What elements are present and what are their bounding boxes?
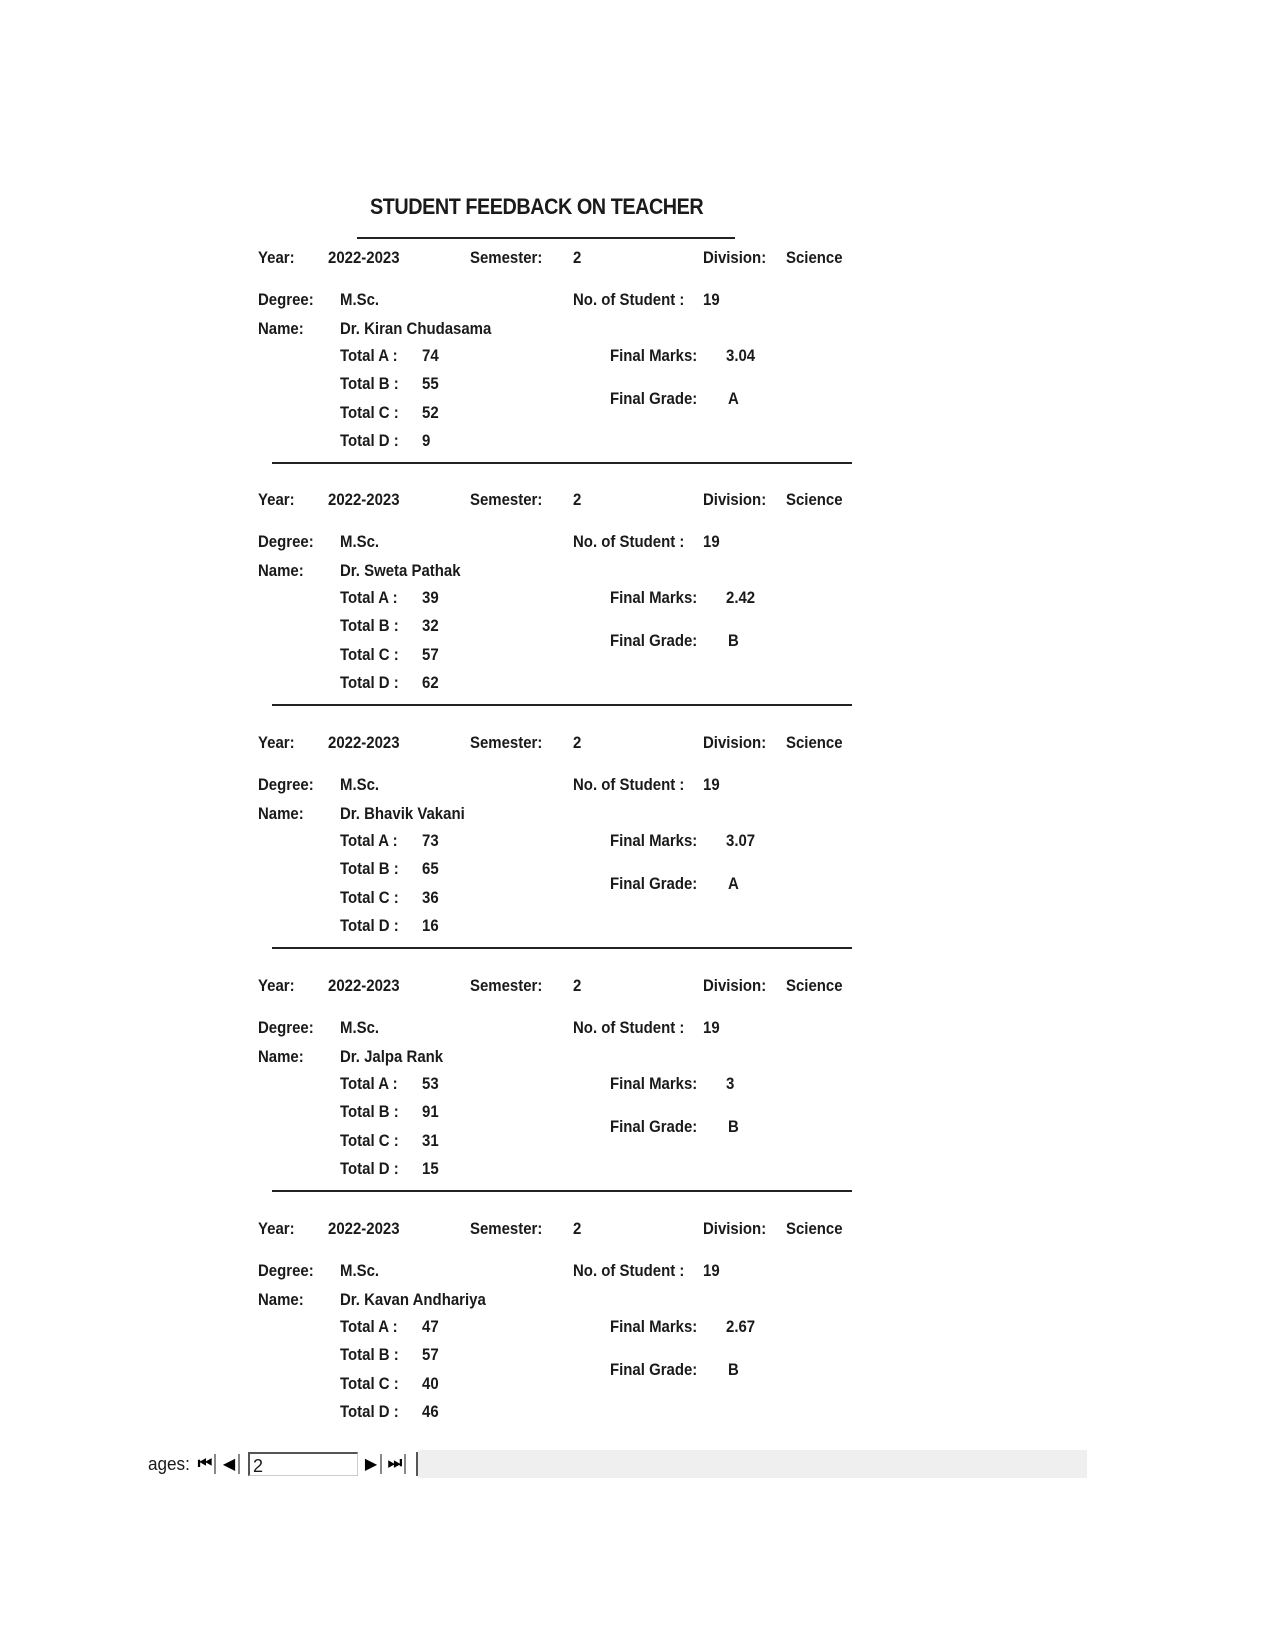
total-d-label: Total D : [340,673,399,692]
students-label: No. of Student : [573,532,685,551]
total-c-value: 52 [422,403,439,422]
final-grade-value: B [728,1360,739,1379]
teacher-feedback-record [0,1211,1275,1456]
students-label: No. of Student : [573,1018,685,1037]
final-marks-value: 3.04 [726,346,756,365]
teacher-feedback-record [0,240,1275,485]
total-c-label: Total C : [340,645,399,664]
total-a-value: 39 [422,588,439,607]
semester-value: 2 [573,976,582,995]
degree-label: Degree: [258,1261,314,1280]
pages-label: ages: [148,1454,190,1474]
total-c-value: 31 [422,1131,439,1150]
year-value: 2022-2023 [328,490,400,509]
total-d-value: 9 [422,431,431,450]
students-value: 19 [703,1261,720,1280]
total-a-value: 47 [422,1317,439,1336]
students-label: No. of Student : [573,290,685,309]
final-marks-value: 3 [726,1074,735,1093]
final-grade-value: B [728,631,739,650]
total-d-label: Total D : [340,431,399,450]
division-value: Science [786,733,843,752]
degree-value: M.Sc. [340,1261,380,1280]
year-label: Year: [258,1219,295,1238]
final-marks-value: 2.42 [726,588,756,607]
total-d-label: Total D : [340,1402,399,1421]
total-a-value: 53 [422,1074,439,1093]
semester-label: Semester: [470,976,543,995]
teacher-name: Dr. Kavan Andhariya [340,1290,486,1309]
division-label: Division: [703,1219,767,1238]
degree-label: Degree: [258,1018,314,1037]
division-value: Science [786,248,843,267]
year-value: 2022-2023 [328,976,400,995]
final-marks-value: 2.67 [726,1317,756,1336]
final-marks-label: Final Marks: [610,346,698,365]
name-label: Name: [258,1047,304,1066]
final-grade-label: Final Grade: [610,874,698,893]
total-a-label: Total A : [340,1074,398,1093]
final-grade-label: Final Grade: [610,631,698,650]
record-separator [272,947,852,949]
report-title: STUDENT FEEDBACK ON TEACHER [370,194,704,219]
total-b-value: 32 [422,616,439,635]
total-b-value: 55 [422,374,439,393]
last-page-icon: ⏭ [387,1455,403,1472]
total-d-value: 46 [422,1402,439,1421]
students-value: 19 [703,532,720,551]
degree-value: M.Sc. [340,1018,380,1037]
degree-value: M.Sc. [340,290,380,309]
degree-label: Degree: [258,775,314,794]
teacher-name: Dr. Kiran Chudasama [340,319,492,338]
teacher-feedback-record [0,725,1275,970]
final-grade-value: A [728,389,739,408]
total-b-label: Total B : [340,859,399,878]
record-separator [272,462,852,464]
name-label: Name: [258,561,304,580]
total-c-value: 57 [422,645,439,664]
page-number-input[interactable]: 2 [248,1452,358,1476]
year-value: 2022-2023 [328,1219,400,1238]
total-a-label: Total A : [340,346,398,365]
semester-value: 2 [573,490,582,509]
students-label: No. of Student : [573,1261,685,1280]
total-c-label: Total C : [340,1131,399,1150]
semester-value: 2 [573,1219,582,1238]
final-grade-label: Final Grade: [610,1117,698,1136]
final-grade-value: A [728,874,739,893]
total-b-label: Total B : [340,616,399,635]
final-marks-value: 3.07 [726,831,756,850]
first-page-button[interactable] [196,1454,216,1474]
total-d-value: 16 [422,916,439,935]
semester-label: Semester: [470,248,543,267]
total-a-value: 73 [422,831,439,850]
total-b-value: 65 [422,859,439,878]
final-marks-label: Final Marks: [610,588,698,607]
year-value: 2022-2023 [328,733,400,752]
division-value: Science [786,490,843,509]
total-c-value: 40 [422,1374,439,1393]
total-c-label: Total C : [340,888,399,907]
degree-value: M.Sc. [340,775,380,794]
teacher-feedback-record [0,482,1275,727]
division-value: Science [786,976,843,995]
year-label: Year: [258,976,295,995]
students-label: No. of Student : [573,775,685,794]
total-c-label: Total C : [340,403,399,422]
division-label: Division: [703,733,767,752]
name-label: Name: [258,319,304,338]
year-label: Year: [258,490,295,509]
year-label: Year: [258,733,295,752]
semester-value: 2 [573,733,582,752]
final-grade-label: Final Grade: [610,389,698,408]
semester-value: 2 [573,248,582,267]
first-page-icon: ⏮ [197,1455,213,1472]
name-label: Name: [258,1290,304,1309]
total-d-value: 15 [422,1159,439,1178]
total-d-value: 62 [422,673,439,692]
total-d-label: Total D : [340,1159,399,1178]
semester-label: Semester: [470,1219,543,1238]
final-marks-label: Final Marks: [610,1074,698,1093]
final-grade-label: Final Grade: [610,1360,698,1379]
year-label: Year: [258,248,295,267]
name-label: Name: [258,804,304,823]
record-separator [272,1190,852,1192]
total-a-label: Total A : [340,588,398,607]
students-value: 19 [703,775,720,794]
total-a-value: 74 [422,346,439,365]
students-value: 19 [703,290,720,309]
total-b-label: Total B : [340,374,399,393]
division-value: Science [786,1219,843,1238]
total-b-label: Total B : [340,1102,399,1121]
total-b-value: 91 [422,1102,439,1121]
total-a-label: Total A : [340,1317,398,1336]
next-page-icon: ▶ [364,1456,378,1473]
total-c-label: Total C : [340,1374,399,1393]
total-c-value: 36 [422,888,439,907]
final-marks-label: Final Marks: [610,831,698,850]
students-value: 19 [703,1018,720,1037]
degree-label: Degree: [258,290,314,309]
division-label: Division: [703,490,767,509]
division-label: Division: [703,976,767,995]
degree-label: Degree: [258,532,314,551]
teacher-name: Dr. Sweta Pathak [340,561,461,580]
semester-label: Semester: [470,490,543,509]
degree-value: M.Sc. [340,532,380,551]
division-label: Division: [703,248,767,267]
final-marks-label: Final Marks: [610,1317,698,1336]
total-d-label: Total D : [340,916,399,935]
teacher-name: Dr. Bhavik Vakani [340,804,465,823]
total-b-value: 57 [422,1345,439,1364]
final-grade-value: B [728,1117,739,1136]
next-page-button[interactable] [362,1454,382,1474]
title-underline [357,237,735,239]
year-value: 2022-2023 [328,248,400,267]
semester-label: Semester: [470,733,543,752]
record-separator [272,704,852,706]
teacher-name: Dr. Jalpa Rank [340,1047,444,1066]
previous-page-button[interactable] [220,1454,240,1474]
total-a-label: Total A : [340,831,398,850]
last-page-button[interactable] [386,1454,406,1474]
page-navigator [0,1450,1087,1478]
total-b-label: Total B : [340,1345,399,1364]
previous-page-icon: ◀ [222,1456,236,1473]
teacher-feedback-record [0,968,1275,1213]
